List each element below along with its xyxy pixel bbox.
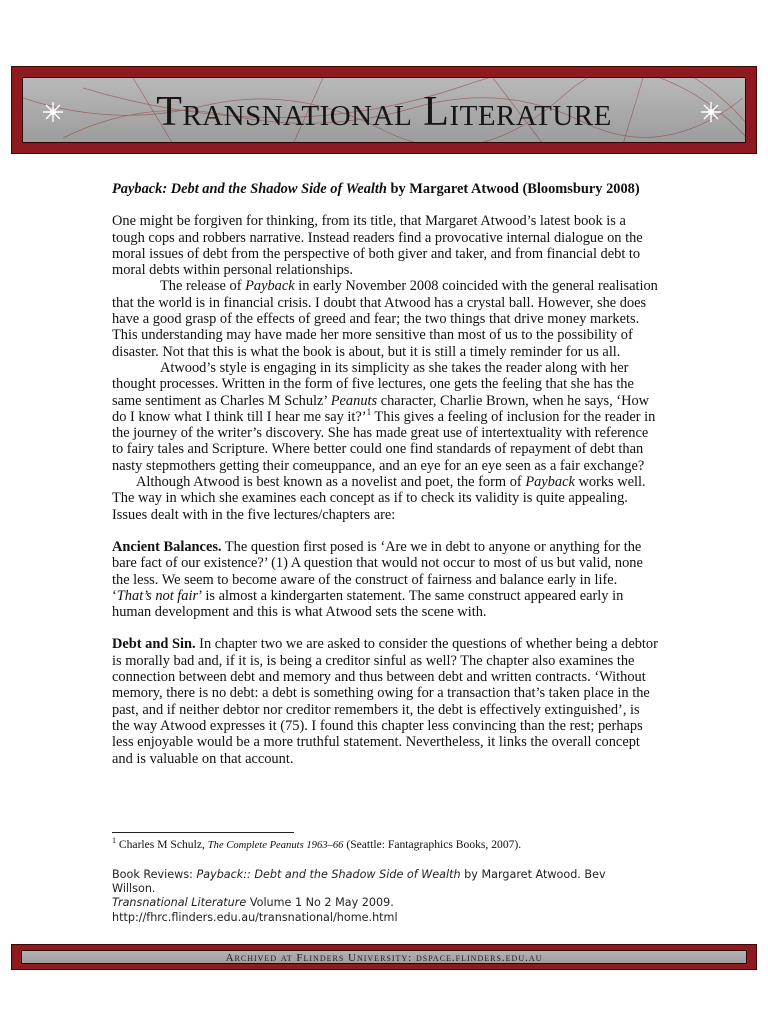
review-article bbox=[112, 181, 660, 767]
paragraph-intro: One might be forgiven for thinking, from its title, that Margaret Atwood’s latest book is a tough cops and robbers narrative. Instead readers find a provocative internal dialogue on the moral issues of debt from the perspective of both giver and taker, and from financial debt to moral debts within personal relationships. bbox=[112, 213, 643, 279]
banner-panel bbox=[22, 77, 746, 143]
citation-url[interactable]: http://fhrc.flinders.edu.au/transnational/home.html bbox=[112, 910, 398, 924]
section-heading: Debt and Sin. bbox=[112, 636, 196, 653]
footnote-book-title: The Complete Peanuts 1963–66 bbox=[207, 840, 344, 851]
paragraph-form: Although Atwood is best known as a novelist and poet, the form of Payback works well. The way in which she examines each concept as if to check its validity is quite appealing. Issues dealt with in the five lectures/chapters are: bbox=[112, 474, 646, 523]
citation-line-review: Book Reviews: Payback:: Debt and the Shadow Side of Wealth by Margaret Atwood. Bev Willson. bbox=[112, 868, 606, 896]
footnote-number: 1 bbox=[112, 836, 116, 846]
archive-footer-bar bbox=[11, 944, 757, 970]
book-author-publisher: by Margaret Atwood (Bloomsbury 2008) bbox=[386, 181, 640, 197]
section-debt-and-sin: Debt and Sin. In chapter two we are asked to consider the questions of whether being a debtor is morally bad and, if it is, is being a creditor sinful as well? The chapter also examines the connection between debt and memory and thus between debt and written contracts. ‘Without memory, there is no debt: a debt is something owing for a transaction that’s taken place in the past, and if neither debtor nor creditor remembers it, the debt is effectively extinguished’, is the way Atwood expresses it (75). I found this chapter less convincing than the rest; perhaps less enjoyable would be a more truthful statement. Nevertheless, it links the overall concept and is valuable on that account. bbox=[112, 636, 658, 767]
review-heading bbox=[112, 181, 660, 197]
section-ancient-balances: Ancient Balances. The question first posed is ‘Are we in debt to anyone or anything for the bare fact of our existence?’ (1) A question that would not occur to most of us but valid, none the less. We seem to become aware of the construct of fairness and balance early in life. ‘That’s not fair’ is almost a kindergarten statement. The same construct appeared early in human development and this is what Atwood sets the scene with. bbox=[112, 538, 643, 621]
footnote-divider bbox=[112, 832, 294, 833]
journal-title: Transnational Literature bbox=[156, 89, 612, 135]
section-heading: Ancient Balances. bbox=[112, 538, 222, 555]
journal-banner bbox=[11, 66, 757, 154]
archive-footer-text: Archived at Flinders University: dspace.flinders.edu.au bbox=[21, 950, 747, 964]
footnote: $^1$ Charles M Schulz, The Complete Peanuts 1963–66 (Seattle: Fantagraphics Books, 2007). bbox=[112, 836, 522, 851]
citation-block bbox=[112, 868, 632, 925]
book-title: Payback: Debt and the Shadow Side of Wealth bbox=[112, 181, 387, 197]
paragraph-style: Atwood’s style is engaging in its simplicity as she takes the reader along with her thought processes. Written in the form of five lectures, one gets the feeling that she has the same sentiment as Charles M Schulz’ Peanuts character, Charlie Brown, when he says, ‘How do I know what I think till I hear me say it?’$^1$ This gives a feeling of inclusion for the reader in the journey of the writer’s discovery. She has made great use of intertextuality with reference to fairy tales and Scripture. Where better could one find standards of repayment of debt than nasty stepmothers getting their comeuppance, and an eye for an eye seen as a fair exchange? bbox=[112, 359, 656, 474]
footnote-reference[interactable]: 1 bbox=[366, 407, 372, 418]
citation-line-journal: Transnational Literature Volume 1 No 2 May 2009. bbox=[112, 896, 394, 910]
paragraph-release: The release of Payback in early November 2008 coincided with the general realisation that the world is in financial crisis. I doubt that Atwood has a crystal ball. However, she does have a good grasp of the effects of greed and fear; the two things that drive money markets. This understanding may have made her more sensitive than most of us to the possibility of disaster. Not that this is what the book is about, but it is still a timely reminder for us all. bbox=[112, 278, 658, 360]
star-ornament-icon bbox=[701, 102, 721, 122]
